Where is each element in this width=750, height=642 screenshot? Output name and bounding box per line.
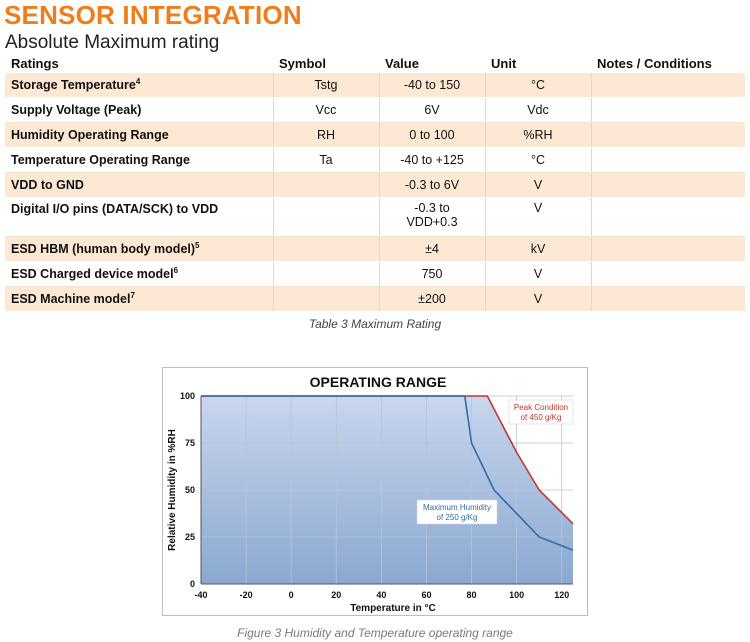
symbol-cell bbox=[273, 262, 379, 287]
max-rating-table bbox=[5, 53, 745, 312]
symbol-cell: Vcc bbox=[273, 98, 379, 123]
unit-cell: V bbox=[485, 173, 591, 198]
rating-cell: ESD HBM (human body model)$^5$ bbox=[5, 237, 273, 262]
notes-cell bbox=[591, 173, 745, 198]
table-row bbox=[5, 237, 745, 262]
header-ratings: Ratings bbox=[11, 55, 59, 71]
notes-cell bbox=[591, 237, 745, 262]
x-tick-label: 60 bbox=[421, 590, 432, 600]
value-line-2: VDD+0.3 bbox=[406, 215, 458, 229]
table-row bbox=[5, 148, 745, 173]
symbol-cell: RH bbox=[273, 123, 379, 148]
unit-cell: °C bbox=[485, 73, 591, 98]
y-tick-label: 75 bbox=[184, 438, 195, 448]
symbol-cell: Ta bbox=[273, 148, 379, 173]
value-line-1: -0.3 to bbox=[414, 201, 450, 215]
unit-cell: V bbox=[485, 262, 591, 287]
table-row bbox=[5, 198, 745, 237]
y-tick-label: 50 bbox=[184, 485, 195, 495]
chart-title: OPERATING RANGE bbox=[309, 374, 447, 390]
x-tick-label: 80 bbox=[466, 590, 477, 600]
unit-cell: V bbox=[485, 198, 591, 237]
table-row bbox=[5, 123, 745, 148]
notes-cell bbox=[591, 198, 745, 237]
x-tick-label: 20 bbox=[331, 590, 342, 600]
notes-cell bbox=[591, 148, 745, 173]
annotation-label: Peak Condition bbox=[513, 403, 569, 412]
annotation-label: Maximum Humidity bbox=[422, 503, 492, 512]
symbol-cell bbox=[273, 198, 379, 237]
section-subtitle: Absolute Maximum rating bbox=[5, 32, 220, 53]
y-axis-label: Relative Humidity in %RH bbox=[167, 429, 178, 551]
header-value: Value bbox=[385, 55, 419, 71]
symbol-cell bbox=[273, 237, 379, 262]
operating-range-chart bbox=[162, 367, 588, 616]
value-cell: ±4 bbox=[379, 237, 485, 262]
annotation-label: of 250 g/Kg bbox=[436, 513, 478, 522]
symbol-cell bbox=[273, 173, 379, 198]
figure-caption: Figure 3 Humidity and Temperature operating range bbox=[237, 626, 513, 640]
value-cell: -0.3 to 6V bbox=[379, 173, 485, 198]
table-row bbox=[5, 262, 745, 287]
x-tick-label: -40 bbox=[194, 590, 208, 600]
table-row bbox=[5, 287, 745, 312]
notes-cell bbox=[591, 98, 745, 123]
unit-cell: °C bbox=[485, 148, 591, 173]
rating-cell: VDD to GND bbox=[5, 173, 273, 198]
value-cell: -40 to 150 bbox=[379, 73, 485, 98]
notes-cell bbox=[591, 73, 745, 98]
x-tick-label: 0 bbox=[288, 590, 294, 600]
value-cell: -40 to +125 bbox=[379, 148, 485, 173]
table-row bbox=[5, 173, 745, 198]
notes-cell bbox=[591, 123, 745, 148]
table-header-row bbox=[5, 53, 745, 73]
unit-cell: kV bbox=[485, 237, 591, 262]
unit-cell: V bbox=[485, 287, 591, 312]
header-notes: Notes / Conditions bbox=[597, 55, 712, 71]
unit-cell: %RH bbox=[485, 123, 591, 148]
y-tick-label: 25 bbox=[184, 532, 195, 542]
page-title: SENSOR INTEGRATION bbox=[4, 0, 302, 30]
notes-cell bbox=[591, 287, 745, 312]
notes-cell bbox=[591, 262, 745, 287]
rating-cell: Temperature Operating Range bbox=[5, 148, 273, 173]
x-tick-label: 40 bbox=[376, 590, 387, 600]
header-symbol: Symbol bbox=[279, 55, 326, 71]
symbol-cell: Tstg bbox=[273, 73, 379, 98]
header-unit: Unit bbox=[491, 55, 517, 71]
x-tick-label: -20 bbox=[239, 590, 253, 600]
value-cell: 0 to 100 bbox=[379, 123, 485, 148]
table-caption: Table 3 Maximum Rating bbox=[308, 317, 442, 331]
rating-cell: ESD Machine model$^7$ bbox=[5, 287, 273, 312]
value-cell: 750 bbox=[379, 262, 485, 287]
y-tick-label: 100 bbox=[179, 391, 195, 401]
symbol-cell bbox=[273, 287, 379, 312]
chart-svg bbox=[163, 368, 587, 615]
rating-cell: Supply Voltage (Peak) bbox=[5, 98, 273, 123]
value-cell: 6V bbox=[379, 98, 485, 123]
rating-cell: ESD Charged device model$^6$ bbox=[5, 262, 273, 287]
table-row bbox=[5, 73, 745, 98]
x-axis-label: Temperature in °C bbox=[350, 603, 436, 614]
rating-cell: Humidity Operating Range bbox=[5, 123, 273, 148]
value-cell: ±200 bbox=[379, 287, 485, 312]
x-tick-label: 120 bbox=[554, 590, 570, 600]
rating-cell: Digital I/O pins (DATA/SCK) to VDD bbox=[5, 198, 273, 237]
y-tick-label: 0 bbox=[189, 579, 195, 589]
unit-cell: Vdc bbox=[485, 98, 591, 123]
value-cell bbox=[379, 198, 485, 237]
rating-cell: Storage Temperature$^4$ bbox=[5, 73, 273, 98]
table-row bbox=[5, 98, 745, 123]
x-tick-label: 100 bbox=[509, 590, 525, 600]
annotation-label: of 450 g/Kg bbox=[520, 413, 562, 422]
